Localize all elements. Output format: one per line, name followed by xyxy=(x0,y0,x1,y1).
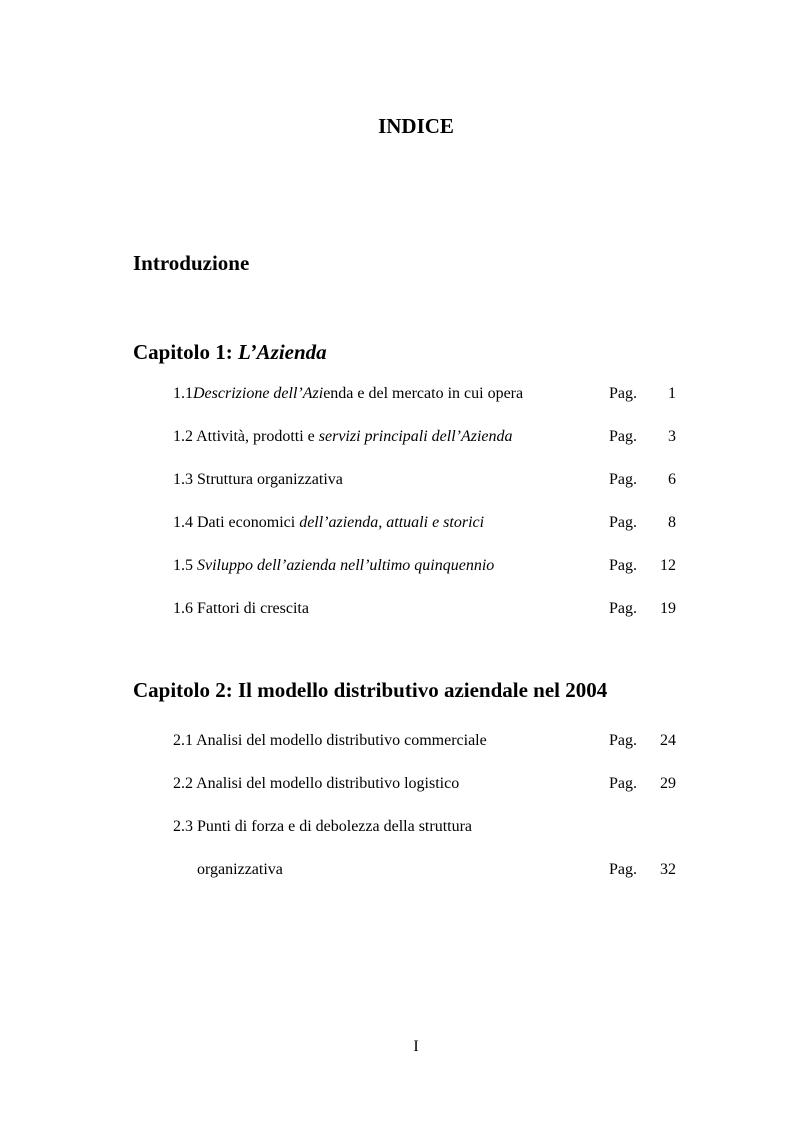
page-number: 32 xyxy=(660,861,676,878)
entry-text: 1.5 xyxy=(173,557,197,574)
chapter-1-prefix: Capitolo 1: xyxy=(133,340,238,364)
entry-text: 1.2 Attività, prodotti e xyxy=(173,428,319,445)
introduction-heading[interactable]: Introduzione xyxy=(133,251,250,275)
entry-text-italic: servizi principali dell’Azienda xyxy=(318,428,513,445)
page-number: 3 xyxy=(668,428,676,445)
entry-text: 1.1 xyxy=(173,385,193,402)
toc-entry-2-1[interactable]: 2.1 Analisi del modello distributivo commerciale xyxy=(173,732,487,749)
pag-label: Pag. xyxy=(609,385,637,402)
toc-entry-2-3[interactable]: 2.3 Punti di forza e di debolezza della struttura xyxy=(173,818,473,835)
pag-label: Pag. xyxy=(609,471,637,488)
pag-label: Pag. xyxy=(609,861,637,878)
entry-text: enda e del mercato in cui opera xyxy=(323,385,524,402)
toc-entry-1-6[interactable] xyxy=(173,600,309,618)
chapter-2-heading[interactable]: Capitolo 2: Il modello distributivo aziendale nel 2004 xyxy=(133,678,608,702)
chapter-1-title: L’Azienda xyxy=(238,340,327,364)
chapter-1-heading[interactable] xyxy=(133,340,327,365)
toc-entry-1-4[interactable] xyxy=(173,514,484,532)
page-number: 19 xyxy=(660,600,676,617)
pag-label: Pag. xyxy=(609,557,637,574)
pag-label: Pag. xyxy=(609,775,637,792)
page-number: 1 xyxy=(668,385,676,402)
entry-text: 1.3 Struttura organizzativa xyxy=(173,471,343,488)
page-number: 8 xyxy=(668,514,676,531)
page-number: 6 xyxy=(668,471,676,488)
pag-label: Pag. xyxy=(609,514,637,531)
toc-entry-2-2[interactable]: 2.2 Analisi del modello distributivo logistico xyxy=(173,775,460,792)
toc-entry-1-5[interactable] xyxy=(173,557,494,575)
pag-label: Pag. xyxy=(609,732,637,749)
footer-page-number: I xyxy=(413,1038,419,1055)
entry-text: 1.6 Fattori di crescita xyxy=(173,600,309,617)
page-number: 12 xyxy=(660,557,676,574)
toc-entry-1-1[interactable] xyxy=(173,385,523,403)
toc-entry-2-3-continuation[interactable]: organizzativa xyxy=(197,861,283,878)
entry-text-italic: Sviluppo dell’azienda nell’ultimo quinquennio xyxy=(197,557,495,574)
toc-entry-1-2[interactable] xyxy=(173,428,513,446)
pag-label: Pag. xyxy=(609,428,637,445)
page-number: 24 xyxy=(660,732,676,749)
entry-text-italic: dell’azienda, attuali e storici xyxy=(299,514,485,531)
page-number: 29 xyxy=(660,775,676,792)
entry-text: 1.4 Dati economici xyxy=(173,514,300,531)
entry-text-italic: Descrizione dell’Azi xyxy=(193,385,324,402)
toc-entry-1-3[interactable] xyxy=(173,471,343,489)
page-title: INDICE xyxy=(378,114,454,138)
pag-label: Pag. xyxy=(609,600,637,617)
